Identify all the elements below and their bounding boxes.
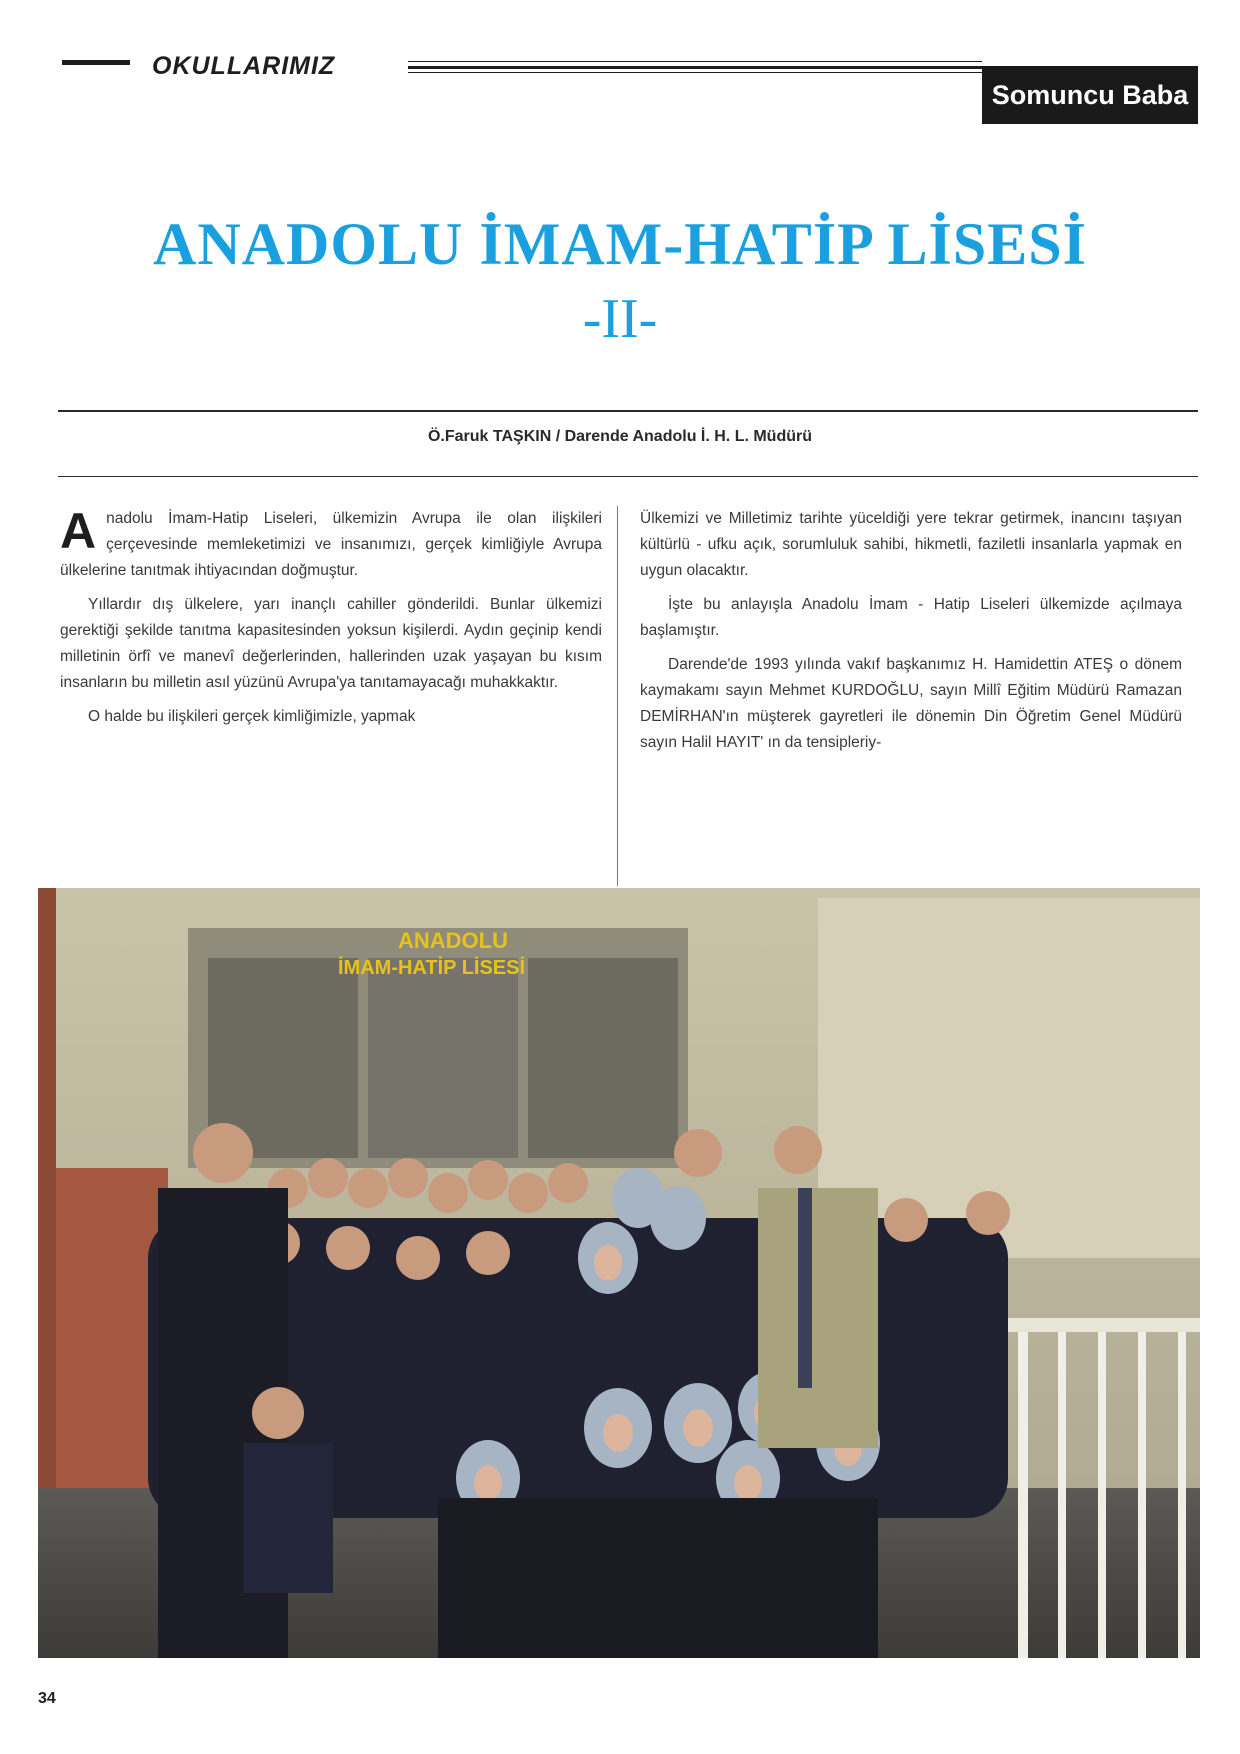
- byline-rule-top: [58, 410, 1198, 412]
- byline-rule-bottom: [58, 476, 1198, 477]
- header-short-rule: [62, 60, 130, 65]
- header-long-rule: [408, 61, 982, 62]
- article-subtitle: -II-: [582, 288, 658, 350]
- group-photo: [38, 888, 1200, 1658]
- magazine-brand: Somuncu Baba: [982, 66, 1198, 124]
- section-label: OKULLARIMIZ: [152, 52, 336, 80]
- article-byline: Ö.Faruk TAŞKIN / Darende Anadolu İ. H. L. Müdürü: [427, 428, 812, 445]
- door-sign-line2: İMAM-HATİP LİSESİ: [338, 957, 526, 979]
- paragraph: [60, 503, 602, 584]
- right-column: [640, 506, 1182, 764]
- paragraph: Darende'de 1993 yılında vakıf başkanımız H. Hamidettin ATEŞ o dönem kaymakamı sayın Mehmet KURDOĞLU, sayın Millî Eğitim Müdürü Ramazan DEMİRHAN'ın müşterek gayretleri ile dönemin Din Öğretim Genel Müdürü sayın Halil HAYIT' ın da tensipleriy-: [640, 656, 1182, 751]
- paragraph-text: nadolu İmam-Hatip Liseleri, ülkemizin Avrupa ile olan ilişkileri çerçevesinde memleketimizi ve insanımızı, gerçek kimliğiyle Avrupa ülkelerine tanıtmak ihtiyacından doğmuştur.: [60, 510, 602, 579]
- paragraph: O halde bu ilişkileri gerçek kimliğimizle, yapmak: [88, 708, 416, 725]
- article-title: ANADOLU İMAM-HATİP LİSESİ: [153, 211, 1087, 277]
- paragraph: Ülkemizi ve Milletimiz tarihte yüceldiği yere tekrar getirmek, inancını taşıyan kültürlü - ufku açık, sorumluluk sahibi, hikmetli, faziletli insanlarla yapmak en uygun olacaktır.: [640, 510, 1182, 579]
- page-number: 34: [38, 1690, 56, 1707]
- paragraph: İşte bu anlayışla Anadolu İmam - Hatip Liseleri ülkemizde açılmaya başlamıştır.: [640, 596, 1182, 639]
- drop-cap: A: [60, 503, 97, 559]
- left-column: [60, 503, 602, 738]
- column-divider: [617, 506, 618, 886]
- paragraph: Yıllardır dış ülkelere, yarı inançlı cahiller gönderildi. Bunlar ülkemizi gerektiği şekilde tanıtma kapasitesinden yoksun kişilerdi. Aydın geçinip kendi milletinin örfî ve manevî değerlerinden, hallerinden uzak yaşayan bu kısım insanların bu milletin asıl yüzünü Avrupa'ya tanıtamayacağı muhakkaktır.: [60, 596, 602, 691]
- door-sign-line1: ANADOLU: [398, 928, 508, 953]
